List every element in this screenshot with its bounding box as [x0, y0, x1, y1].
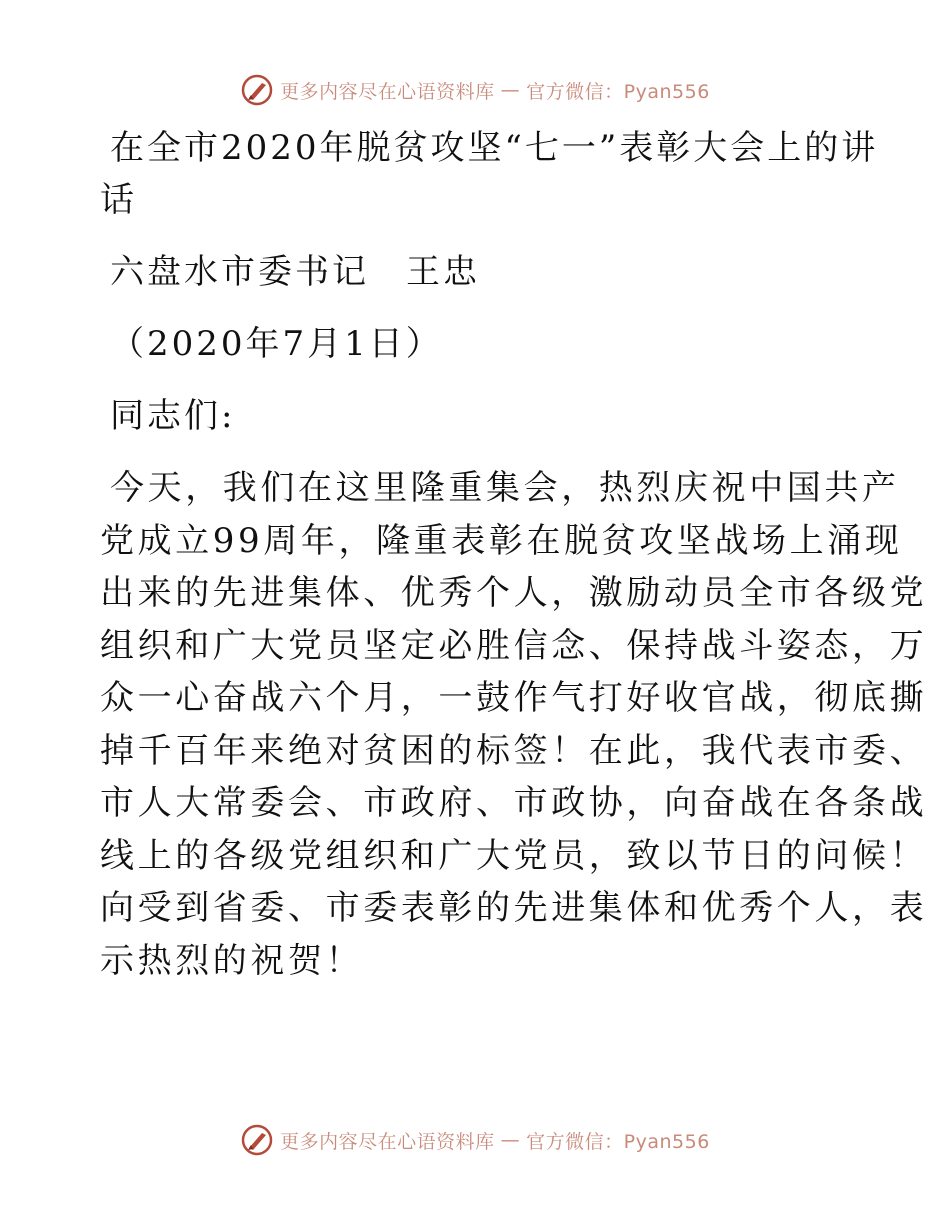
paragraph-line: 组织和广大党员坚定必胜信念、保持战斗姿态，万: [100, 625, 928, 666]
paragraph-line: 众一心奋战六个月，一鼓作气打好收官战，彻底撕: [100, 678, 928, 718]
watermark-wechat: 官方微信：Pyan556: [526, 1130, 710, 1153]
paragraph-line: 市人大常委会、市政府、市政协，向奋战在各条战: [100, 783, 928, 823]
watermark-text: 更多内容尽在心语资料库: [280, 1130, 495, 1153]
document-date: （2020年7月1日）: [110, 324, 443, 364]
footer-watermark: [0, 1120, 950, 1160]
document-title-line-1: 在全市2020年脱贫攻坚“七一”表彰大会上的讲: [110, 128, 879, 168]
paragraph-line: 掉千百年来绝对贫困的标签！在此，我代表市委、: [100, 730, 928, 771]
paragraph-line: 向受到省委、市委表彰的先进集体和优秀个人，表: [100, 888, 928, 928]
watermark-separator: —: [500, 79, 521, 101]
paragraph-line: 示热烈的祝贺！: [100, 940, 364, 981]
watermark-text: 更多内容尽在心语资料库: [280, 80, 495, 103]
document-body: [100, 122, 928, 987]
paragraph-line: 线上的各级党组织和广大党员，致以节日的问候！: [100, 835, 928, 876]
document-title-line-2: 话: [100, 180, 137, 220]
paragraph-line: 出来的先进集体、优秀个人，激励动员全市各级党: [100, 573, 928, 613]
watermark-separator: —: [500, 1129, 521, 1151]
document-salutation: 同志们:: [110, 396, 236, 436]
document-author: 六盘水市委书记 王忠: [110, 252, 480, 292]
document-paragraph: [100, 462, 928, 987]
pen-logo-icon: [240, 1123, 274, 1157]
paragraph-line: 今天，我们在这里隆重集会，热烈庆祝中国共产: [110, 468, 900, 508]
paragraph-line: 党成立99周年，隆重表彰在脱贫攻坚战场上涌现: [100, 520, 903, 561]
watermark-wechat: 官方微信：Pyan556: [526, 80, 710, 103]
header-watermark: [0, 70, 950, 110]
pen-logo-icon: [240, 73, 274, 107]
